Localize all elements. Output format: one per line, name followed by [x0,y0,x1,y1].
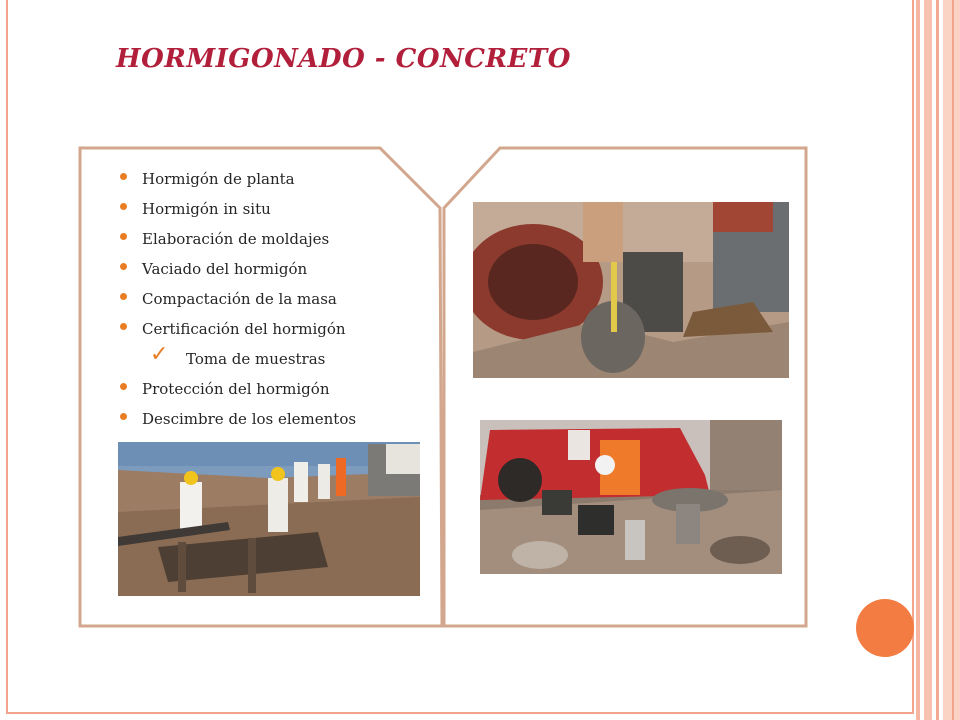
bullet-icon [120,233,127,240]
bullet-icon [120,323,127,330]
bullet-list [120,168,440,438]
photo-slump-test [473,202,789,378]
checkmark-icon: ✓ [150,342,169,367]
bullet-icon [120,203,127,210]
list-item: Compactación de la masa [120,288,440,318]
slide-title: HORMIGONADO - CONCRETO [116,44,571,74]
photo-sampling [480,420,782,574]
list-item: Protección del hormigón [120,378,440,408]
list-item: Elaboración de moldajes [120,228,440,258]
bullet-icon [120,173,127,180]
sub-list-item: ✓ Toma de muestras [150,342,326,368]
bullet-icon [120,383,127,390]
list-item: Certificación del hormigón [120,318,440,348]
list-item: Hormigón in situ [120,198,440,228]
list-item: Hormigón de planta [120,168,440,198]
list-item: Descimbre de los elementos [120,408,440,438]
photo-work-site [118,442,420,596]
list-item: Vaciado del hormigón [120,258,440,288]
accent-circle [856,599,914,657]
bullet-icon [120,293,127,300]
bullet-icon [120,413,127,420]
bullet-icon [120,263,127,270]
